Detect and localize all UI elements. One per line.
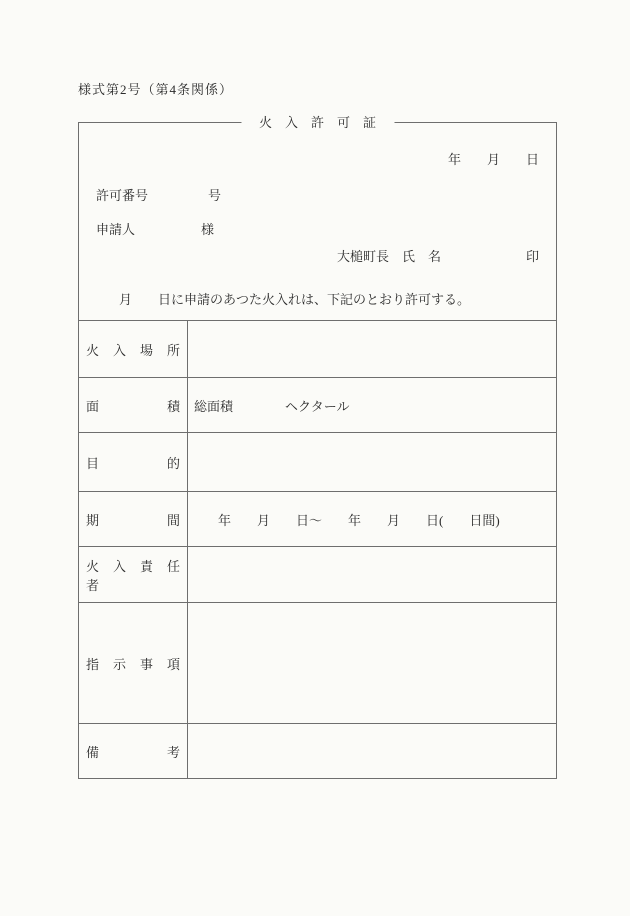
applicant-label: 申請人 <box>96 222 136 237</box>
certificate-title: 火 入 許 可 証 <box>241 113 394 132</box>
table-row-instructions <box>79 602 556 723</box>
row-label: 面 積 <box>86 398 180 414</box>
row-value-cell <box>188 547 556 602</box>
row-label: 期 間 <box>86 512 180 528</box>
certificate-box <box>78 115 557 779</box>
row-value-cell <box>188 321 556 377</box>
table-row-area <box>79 377 556 432</box>
table-row-remarks <box>79 723 556 778</box>
table-row-fire-location <box>79 321 556 377</box>
row-value-cell <box>188 724 556 778</box>
table-row-period <box>79 491 556 546</box>
grant-statement: 月 日に申請のあつた火入れは、下記のとおり許可する。 <box>119 292 471 307</box>
row-label: 火 入 場 所 <box>86 342 180 358</box>
row-label: 火 入 責 任 者 <box>86 558 194 593</box>
row-value-cell: 総面積 ヘクタール <box>194 398 350 414</box>
row-label: 備 考 <box>86 744 180 760</box>
row-label: 指 示 事 項 <box>86 656 180 672</box>
permit-number-suffix: 号 <box>208 188 222 203</box>
row-label-cell <box>79 378 188 432</box>
applicant-line <box>96 219 214 238</box>
row-label-cell <box>79 492 188 546</box>
form-number-label: 様式第2号（第4条関係） <box>78 82 234 97</box>
table-row-responsible-person <box>79 546 556 602</box>
row-label-cell <box>79 547 194 602</box>
table-row-purpose <box>79 432 556 491</box>
seal-label: 印 <box>525 249 539 264</box>
certificate-header <box>79 123 556 320</box>
row-label-cell <box>79 603 188 723</box>
fire-permit-table <box>79 320 556 778</box>
permit-number-line <box>96 185 221 204</box>
permit-number-label: 許可番号 <box>96 188 149 203</box>
issue-date-line: 年 月 日 <box>447 152 539 167</box>
row-label: 目 的 <box>86 455 180 471</box>
applicant-suffix: 様 <box>201 222 215 237</box>
row-value-cell: 年 月 日～ 年 月 日( 日間) <box>218 512 500 528</box>
mayor-name-line: 大槌町長 氏 名 <box>337 249 442 264</box>
row-value-cell <box>188 433 556 491</box>
row-label-cell <box>79 724 188 778</box>
row-label-cell <box>79 433 188 491</box>
row-label-cell <box>79 321 188 377</box>
row-value-cell <box>188 603 556 723</box>
